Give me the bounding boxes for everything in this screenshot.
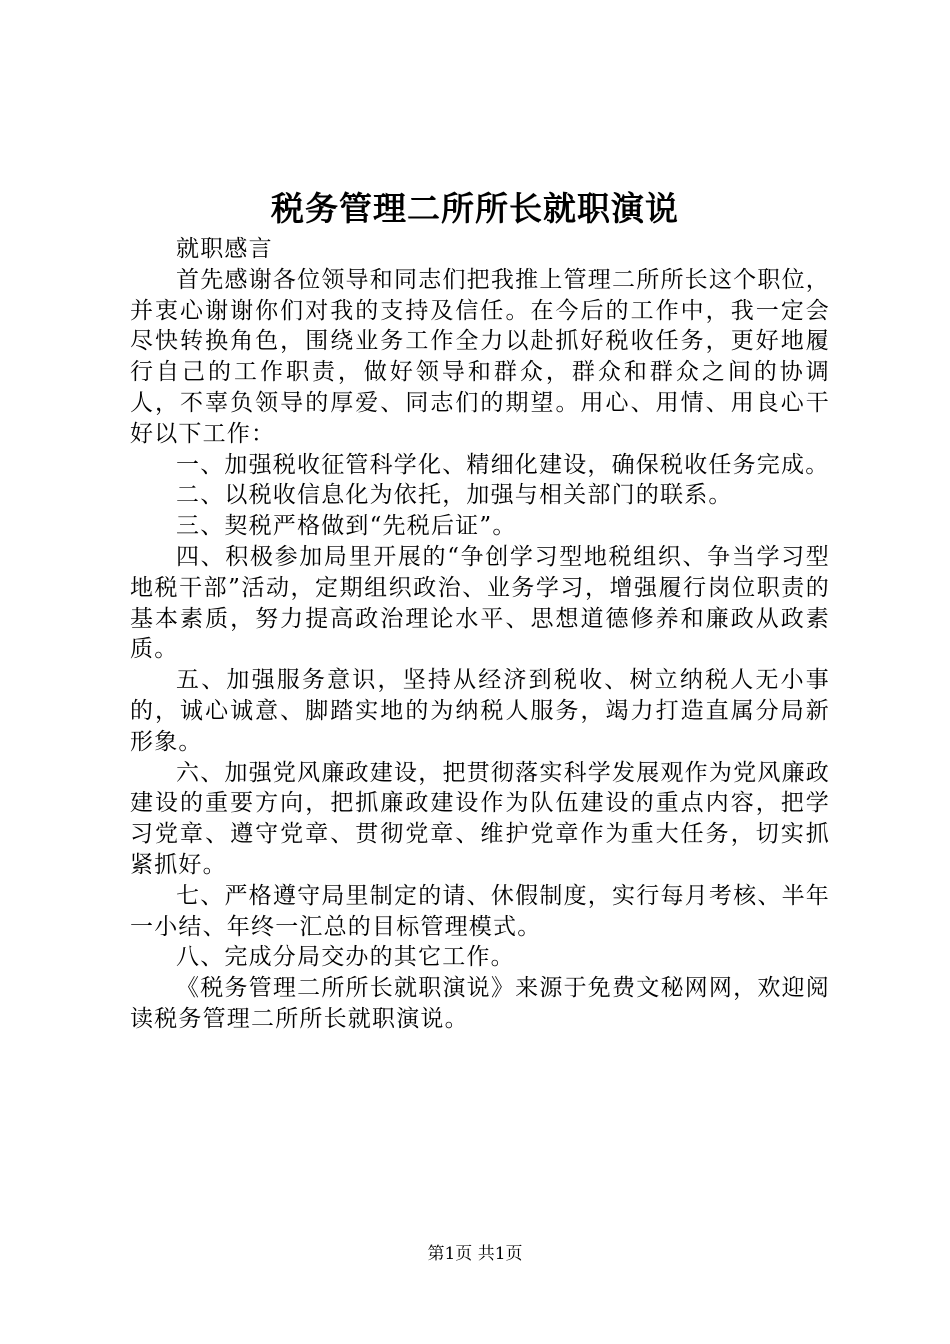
paragraph-heading: 就职感言 (176, 236, 273, 262)
paragraph-item-7: 七、严格遵守局里制定的请、休假制度，实行每月考核、半年一小结、年终一汇总的目标管理模式。 (130, 882, 830, 940)
paragraph-intro: 首先感谢各位领导和同志们把我推上管理二所所长这个职位，并衷心谢谢你们对我的支持及信任。在今后的工作中，我一定会尽快转换角色，围绕业务工作全力以赴抓好税收任务，更好地履行自己的工作职责，做好领导和群众，群众和群众之间的协调人，不辜负领导的厚爱、同志们的期望。用心、用情、用良心干好以下工作： (130, 266, 830, 447)
paragraph-source-note: 《税务管理二所所长就职演说》来源于免费文秘网网，欢迎阅读税务管理二所所长就职演说。 (130, 975, 830, 1032)
paragraph-item-8: 八、完成分局交办的其它工作。 (176, 944, 515, 971)
page-number-footer: 第1页 共1页 (427, 1244, 523, 1264)
paragraph-item-5: 五、加强服务意识，坚持从经济到税收、树立纳税人无小事的，诚心诚意、脚踏实地的为纳税人服务，竭力打造直属分局新形象。 (130, 667, 830, 755)
paragraph-item-4: 四、积极参加局里开展的“争创学习型地税组织、争当学习型地税干部”活动，定期组织政治、业务学习，增强履行岗位职责的基本素质，努力提高政治理论水平、思想道德修养和廉政从政素质。 (130, 543, 830, 663)
paragraph-item-6: 六、加强党风廉政建设，把贯彻落实科学发展观作为党风廉政建设的重要方向，把抓廉政建设作为队伍建设的重点内容，把学习党章、遵守党章、贯彻党章、维护党章作为重大任务，切实抓紧抓好。 (130, 759, 830, 878)
paragraph-item-3: 三、契税严格做到“先税后证”。 (176, 513, 517, 540)
paragraph-item-2: 二、以税收信息化为依托，加强与相关部门的联系。 (176, 482, 733, 509)
paragraph-item-1: 一、加强税收征管科学化、精细化建设，确保税收任务完成。 (176, 451, 830, 478)
document-body (130, 234, 830, 1035)
document-title: 税务管理二所所长就职演说 (271, 189, 679, 228)
